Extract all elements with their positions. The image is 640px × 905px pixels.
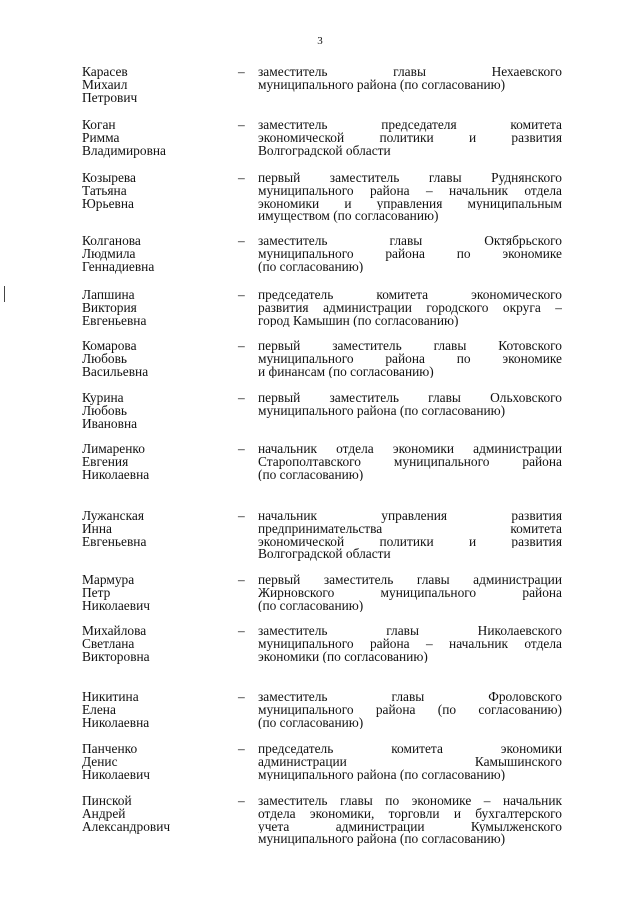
position-line: (по согласованию): [258, 716, 364, 730]
member-position: [258, 119, 562, 157]
member-name: [82, 574, 232, 612]
member-position: [258, 625, 562, 663]
surname: Коган: [82, 117, 116, 132]
member-position: [258, 172, 562, 223]
position-line: первый заместитель главы Котовского: [258, 340, 562, 353]
position-line: экономики (по согласованию): [258, 650, 428, 664]
member-entry: [82, 340, 562, 380]
member-entry: [82, 235, 562, 277]
member-name: [82, 172, 232, 210]
member-entry: [82, 510, 562, 562]
member-entry: [82, 119, 562, 157]
member-name: [82, 66, 232, 104]
dash: –: [238, 793, 245, 808]
member-name: [82, 443, 232, 481]
position-line: (по согласованию): [258, 468, 364, 482]
position-line: муниципального района – начальник отдела: [258, 637, 562, 651]
dash: –: [238, 689, 245, 704]
surname: Пинской: [82, 793, 132, 808]
patronymic: Николаевна: [82, 714, 150, 730]
member-entry: [82, 743, 562, 783]
patronymic: Петрович: [82, 89, 138, 105]
member-entry: [82, 172, 562, 223]
position-line: (по согласованию): [258, 599, 364, 613]
member-name: [82, 795, 232, 833]
patronymic: Николаевич: [82, 766, 150, 782]
position-line: муниципального района (по согласованию): [258, 703, 562, 717]
position-line: первый заместитель главы Руднянского: [258, 172, 562, 185]
surname: Мармура: [82, 572, 135, 587]
dash: –: [238, 64, 245, 79]
position-line: заместитель главы Нехаевского: [258, 66, 562, 79]
surname: Лапшина: [82, 287, 135, 302]
member-position: [258, 66, 562, 92]
dash: –: [238, 572, 245, 587]
position-line: учета администрации Кумылженского: [258, 820, 562, 834]
position-line: муниципального района (по согласованию): [258, 78, 506, 92]
position-line: муниципального района (по согласованию): [258, 768, 506, 782]
patronymic: Викторовна: [82, 648, 150, 664]
position-line: экономики и управления муниципальным: [258, 197, 562, 211]
first-name: Римма: [82, 129, 120, 145]
position-line: Волгоградской области: [258, 144, 391, 158]
dash: –: [238, 170, 245, 185]
member-entry: [82, 574, 562, 613]
dash: –: [238, 390, 245, 405]
member-position: [258, 392, 562, 418]
surname: Колганова: [82, 233, 141, 248]
first-name: Денис: [82, 753, 118, 769]
position-line: Старополтавского муниципального района: [258, 455, 562, 469]
member-name: [82, 235, 232, 273]
page-number: 3: [317, 35, 323, 47]
position-line: начальник отдела экономики администрации: [258, 443, 562, 456]
surname: Комарова: [82, 338, 137, 353]
member-entry: [82, 625, 562, 664]
position-line: заместитель главы Николаевского: [258, 625, 562, 638]
position-line: отдела экономики, торговли и бухгалтерского: [258, 807, 562, 821]
position-line: заместитель главы Фроловского: [258, 691, 562, 704]
member-name: [82, 340, 232, 378]
member-position: [258, 743, 562, 781]
first-name: Татьяна: [82, 182, 127, 198]
surname: Панченко: [82, 741, 138, 756]
first-name: Любовь: [82, 402, 128, 418]
position-line: предпринимательства комитета: [258, 522, 562, 536]
member-list: [82, 66, 562, 847]
position-line: заместитель председателя комитета: [258, 119, 562, 132]
member-position: [258, 795, 562, 846]
patronymic: Васильевна: [82, 363, 149, 379]
position-line: муниципального района (по согласованию): [258, 833, 506, 847]
first-name: Петр: [82, 584, 111, 600]
position-line: Жирновского муниципального района: [258, 586, 562, 600]
position-line: первый заместитель главы Ольховского: [258, 392, 562, 405]
member-entry: [82, 392, 562, 431]
member-entry: [82, 66, 562, 104]
dash: –: [238, 441, 245, 456]
dash: –: [238, 117, 245, 132]
first-name: Михаил: [82, 76, 128, 92]
member-entry: [82, 691, 562, 731]
dash: –: [238, 338, 245, 353]
surname: Лимаренко: [82, 441, 145, 456]
surname: Козырева: [82, 170, 136, 185]
member-name: [82, 119, 232, 157]
patronymic: Владимировна: [82, 142, 166, 158]
position-line: председатель комитета экономического: [258, 289, 562, 302]
position-line: развития администрации городского округа –: [258, 301, 562, 315]
dash: –: [238, 741, 245, 756]
member-name: [82, 625, 232, 663]
member-position: [258, 574, 562, 612]
member-position: [258, 443, 562, 481]
surname: Курина: [82, 390, 124, 405]
member-entry: [82, 795, 562, 847]
first-name: Инна: [82, 520, 112, 536]
position-line: имуществом (по согласованию): [258, 210, 439, 224]
position-line: экономической политики и развития: [258, 535, 562, 549]
position-line: заместитель главы Октябрьского: [258, 235, 562, 248]
first-name: Виктория: [82, 299, 137, 315]
dash: –: [238, 233, 245, 248]
position-line: муниципального района по экономике: [258, 352, 562, 366]
member-position: [258, 289, 562, 327]
member-name: [82, 289, 232, 327]
first-name: Евгения: [82, 453, 129, 469]
position-line: муниципального района – начальник отдела: [258, 184, 562, 198]
first-name: Елена: [82, 701, 116, 717]
position-line: начальник управления развития: [258, 510, 562, 523]
member-position: [258, 340, 562, 378]
member-position: [258, 510, 562, 561]
surname: Никитина: [82, 689, 139, 704]
position-line: экономической политики и развития: [258, 131, 562, 145]
member-position: [258, 235, 562, 273]
member-entry: [82, 443, 562, 483]
position-line: муниципального района по экономике: [258, 247, 562, 261]
first-name: Людмила: [82, 245, 136, 261]
member-name: [82, 510, 232, 548]
position-line: город Камышин (по согласованию): [258, 314, 459, 328]
patronymic: Евгеньевна: [82, 312, 147, 328]
member-position: [258, 691, 562, 729]
surname: Карасев: [82, 64, 128, 79]
patronymic: Николаевич: [82, 597, 150, 613]
first-name: Андрей: [82, 805, 126, 821]
member-name: [82, 691, 232, 729]
surname: Михайлова: [82, 623, 147, 638]
position-line: заместитель главы по экономике – начальник: [258, 795, 562, 808]
surname: Лужанская: [82, 508, 144, 523]
patronymic: Ивановна: [82, 415, 138, 431]
position-line: и финансам (по согласованию): [258, 365, 434, 379]
patronymic: Евгеньевна: [82, 533, 147, 549]
member-name: [82, 743, 232, 781]
dash: –: [238, 508, 245, 523]
patronymic: Александрович: [82, 818, 171, 834]
patronymic: Геннадиевна: [82, 258, 155, 274]
first-name: Светлана: [82, 635, 135, 651]
position-line: первый заместитель главы администрации: [258, 574, 562, 587]
patronymic: Николаевна: [82, 466, 150, 482]
dash: –: [238, 623, 245, 638]
first-name: Любовь: [82, 350, 128, 366]
position-line: Волгоградской области: [258, 548, 391, 562]
dash: –: [238, 287, 245, 302]
position-line: администрации Камышинского: [258, 755, 562, 769]
member-name: [82, 392, 232, 430]
position-line: председатель комитета экономики: [258, 743, 562, 756]
margin-mark: [4, 286, 5, 302]
patronymic: Юрьевна: [82, 195, 134, 211]
position-line: (по согласованию): [258, 260, 364, 274]
position-line: муниципального района (по согласованию): [258, 404, 506, 418]
member-entry: [82, 289, 562, 328]
